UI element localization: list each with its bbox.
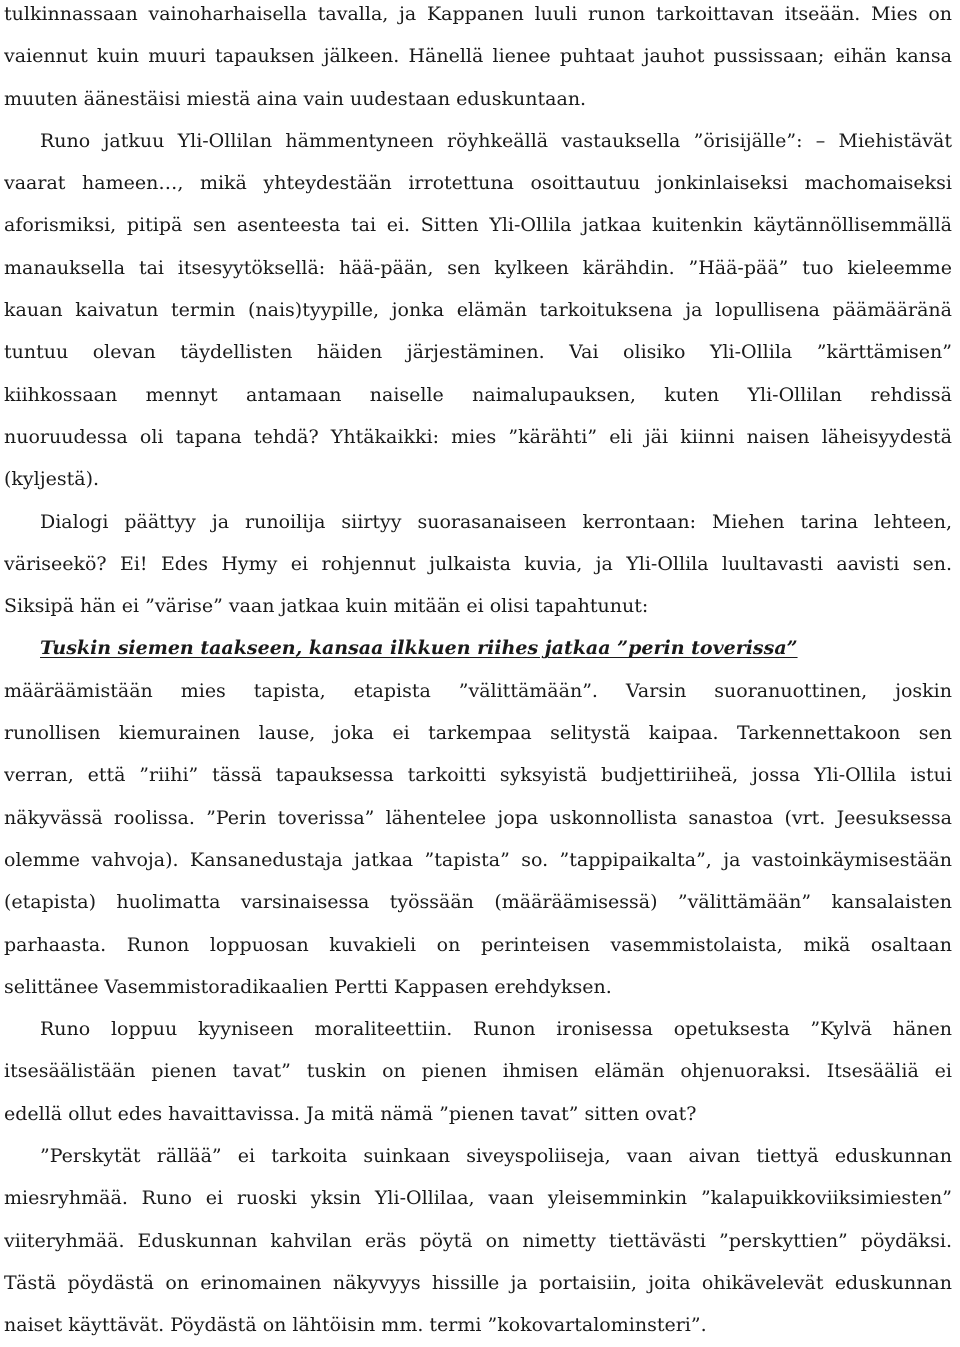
text-line: vaiennut kuin muuri tapauksen jälkeen. Hänellä lienee puhtaat jauhot pussissaan; eihän kansa [4, 45, 952, 68]
text-line: nuoruudessa oli tapana tehdä? Yhtäkaikki: mies ”kärähti” eli jäi kiinni naisen läheisyydestä [4, 425, 952, 448]
document-page [4, 0, 952, 1347]
text-line: selittänee Vasemmistoradikaalien Pertti Kappasen erehdyksen. [4, 975, 612, 998]
text-line: miesryhmää. Runo ei ruoski yksin Yli-Ollilaa, vaan yleisemminkin ”kalapuikkoviiksimiesten” [4, 1187, 952, 1210]
text-line: manauksella tai itsesyytöksellä: hää-pään, sen kylkeen kärähdin. ”Hää-pää” tuo kieleemme [4, 256, 952, 279]
text-line: aforismiksi, pitipä sen asenteesta tai ei. Sitten Yli-Ollila jatkaa kuitenkin käytännöllisemmällä [4, 214, 952, 237]
text-line: muuten äänestäisi miestä aina vain uudestaan eduskuntaan. [4, 87, 587, 110]
text-line: viiteryhmää. Eduskunnan kahvilan eräs pöytä on nimetty tiettävästi ”perskyttien” pöydäksi. [4, 1229, 952, 1252]
text-line: verran, että ”riihi” tässä tapauksessa tarkoitti syksyistä budjettiriiheä, jossa Yli-Ollila istui [4, 764, 952, 787]
text-line: itsesäälistään pienen tavat” tuskin on pienen ihmisen elämän ohjenuoraksi. Itsesääliä ei [4, 1060, 952, 1083]
text-line: Dialogi päättyy ja runoilija siirtyy suorasanaiseen kerrontaan: Miehen tarina lehteen, [40, 510, 952, 533]
text-line: Tästä pöydästä on erinomainen näkyvyys hissille ja portaisiin, joita ohikävelevät eduskunnan [4, 1271, 952, 1294]
text-line: runollisen kiemurainen lause, joka ei tarkempaa selitystä kaipaa. Tarkennettakoon sen [4, 722, 952, 745]
text-line: ”Perskytät rällää” ei tarkoita suinkaan siveyspoliiseja, vaan aivan tiettyä eduskunnan [40, 1145, 952, 1168]
text-line: Runo loppuu kyyniseen moraliteettiin. Runon ironisessa opetuksesta ”Kylvä hänen [40, 1018, 952, 1041]
text-line: (kyljestä). [4, 468, 100, 491]
text-line: edellä ollut edes havaittavissa. Ja mitä nämä ”pienen tavat” sitten ovat? [4, 1102, 697, 1125]
text-line: Siksipä hän ei ”värise” vaan jatkaa kuin mitään ei olisi tapahtunut: [4, 595, 649, 618]
text-line: määräämistään mies tapista, etapista ”välittämään”. Varsin suoranuottinen, joskin [4, 679, 952, 702]
text-line: naiset käyttävät. Pöydästä on lähtöisin mm. termi ”kokovartalominsteri”. [4, 1314, 707, 1337]
text-line: vaarat hameen…, mikä yhteydestään irrotettuna osoittautuu jonkinlaiseksi machomaiseksi [4, 172, 952, 195]
text-line: näkyvässä roolissa. ”Perin toverissa” lähentelee jopa uskonnollista sanastoa (vrt. Jeesuksessa [4, 806, 952, 829]
text-line: olemme vahvoja). Kansanedustaja jatkaa ”tapista” so. ”tappipaikalta”, ja vastoinkäymisestään [4, 848, 952, 871]
quoted-verse-line: Tuskin siemen taakseen, kansaa ilkkuen riihes jatkaa ”perin toverissa” [40, 637, 798, 660]
text-line: (etapista) huolimatta varsinaisessa työssään (määräämisessä) ”välittämään” kansalaisten [4, 891, 952, 914]
text-line: tulkinnassaan vainoharhaisella tavalla, ja Kappanen luuli runon tarkoittavan itseään. Mies on [4, 3, 952, 25]
text-line: Runo jatkuu Yli-Ollilan hämmentyneen röyhkeällä vastauksella ”örisijälle”: – Miehistävät [40, 129, 952, 152]
text-line: kauan kaivatun termin (nais)tyypille, jonka elämän tarkoituksena ja lopullisena päämääränä [4, 299, 952, 322]
text-line: väriseekö? Ei! Edes Hymy ei rohjennut julkaista kuvia, ja Yli-Ollila luultavasti aavisti sen. [4, 552, 952, 575]
text-line: tuntuu olevan täydellisten häiden järjestäminen. Vai olisiko Yli-Ollila ”kärttämisen” [4, 341, 952, 364]
text-line: kiihkossaan mennyt antamaan naiselle naimalupauksen, kuten Yli-Ollilan rehdissä [4, 383, 952, 406]
text-line: parhaasta. Runon loppuosan kuvakieli on perinteisen vasemmistolaista, mikä osaltaan [4, 933, 952, 956]
